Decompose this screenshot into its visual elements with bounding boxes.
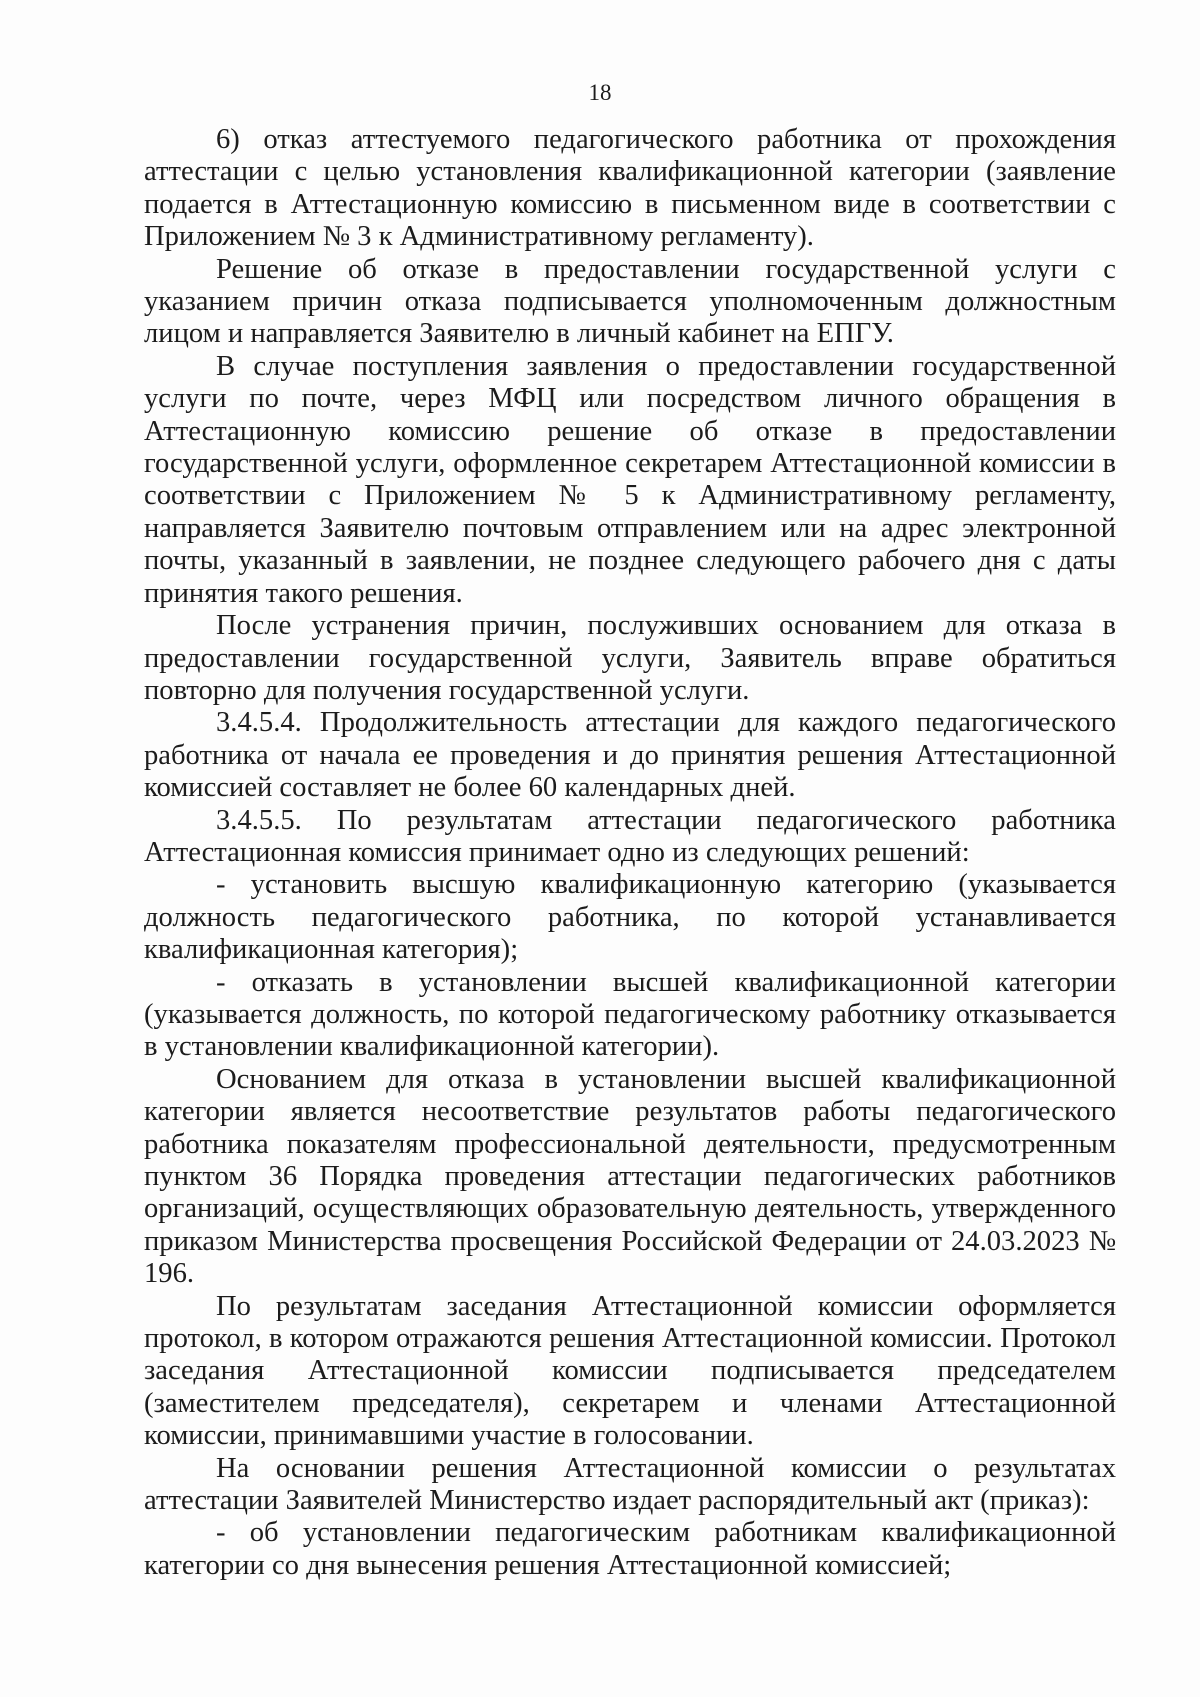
paragraph-repeat-application: После устранения причин, послуживших основанием для отказа в предоставлении государственной услуги, Заявитель вправе обратиться повторно для получения государственной услуги. — [144, 610, 1116, 706]
list-item-establish-category-order: - об установлении педагогическим работникам квалификационной категории со дня вынесения решения Аттестационной комиссией; — [144, 1517, 1116, 1581]
document-body — [144, 124, 1116, 1582]
paragraph-refusal-of-attestation: 6) отказ аттестуемого педагогического работника от прохождения аттестации с целью установления квалификационной категории (заявление подается в Аттестационную комиссию в письменном виде в соответствии с Приложением № 3 к Административному регламенту). — [144, 124, 1116, 253]
page-number: 18 — [588, 80, 612, 105]
paragraph-clause-3-4-5-5: 3.4.5.5. По результатам аттестации педагогического работника Аттестационная комиссия принимает одно из следующих решений: — [144, 804, 1116, 868]
paragraph-refusal-decision-epgu: Решение об отказе в предоставлении государственной услуги с указанием причин отказа подписывается уполномоченным должностным лицом и направляется Заявителю в личный кабинет на ЕПГУ. — [144, 253, 1116, 350]
list-item-refuse-category: - отказать в установлении высшей квалификационной категории (указывается должность, по которой педагогическому работнику отказывается в установлении квалификационной категории). — [144, 966, 1116, 1063]
paragraph-grounds-for-refusal: Основанием для отказа в установлении высшей квалификационной категории является несоответствие результатов работы педагогического работника показателям профессиональной деятельности, предусмотренным пунктом 36 Порядка проведения аттестации педагогических работников организаций, осуществляющих образовательную деятельность, утвержденного приказом Министерства просвещения Российской Федерации от 24.03.2023 № 196. — [144, 1063, 1116, 1290]
list-item-establish-category: - установить высшую квалификационную категорию (указывается должность педагогического работника, по которой устанавливается квалификационная категория); — [144, 869, 1116, 966]
paragraph-meeting-protocol: По результатам заседания Аттестационной комиссии оформляется протокол, в котором отражаются решения Аттестационной комиссии. Протокол заседания Аттестационной комиссии подписывается председателем (заместителем председателя), секретарем и членами Аттестационной комиссии, принимавшими участие в голосовании. — [144, 1290, 1116, 1452]
paragraph-refusal-by-mail: В случае поступления заявления о предоставлении государственной услуги по почте, через МФЦ или посредством личного обращения в Аттестационную комиссию решение об отказе в предоставлении государственной услуги, оформленное секретарем Аттестационной комиссии в соответствии с Приложением № 5 к Административному регламенту, направляется Заявителю почтовым отправлением или на адрес электронной почты, указанный в заявлении, не позднее следующего рабочего дня с даты принятия такого решения. — [144, 350, 1116, 609]
paragraph-clause-3-4-5-4: 3.4.5.4. Продолжительность аттестации для каждого педагогического работника от начала ее проведения и до принятия решения Аттестационной комиссией составляет не более 60 календарных дней. — [144, 707, 1116, 804]
paragraph-ministry-order: На основании решения Аттестационной комиссии о результатах аттестации Заявителей Министерство издает распорядительный акт (приказ): — [144, 1452, 1116, 1517]
